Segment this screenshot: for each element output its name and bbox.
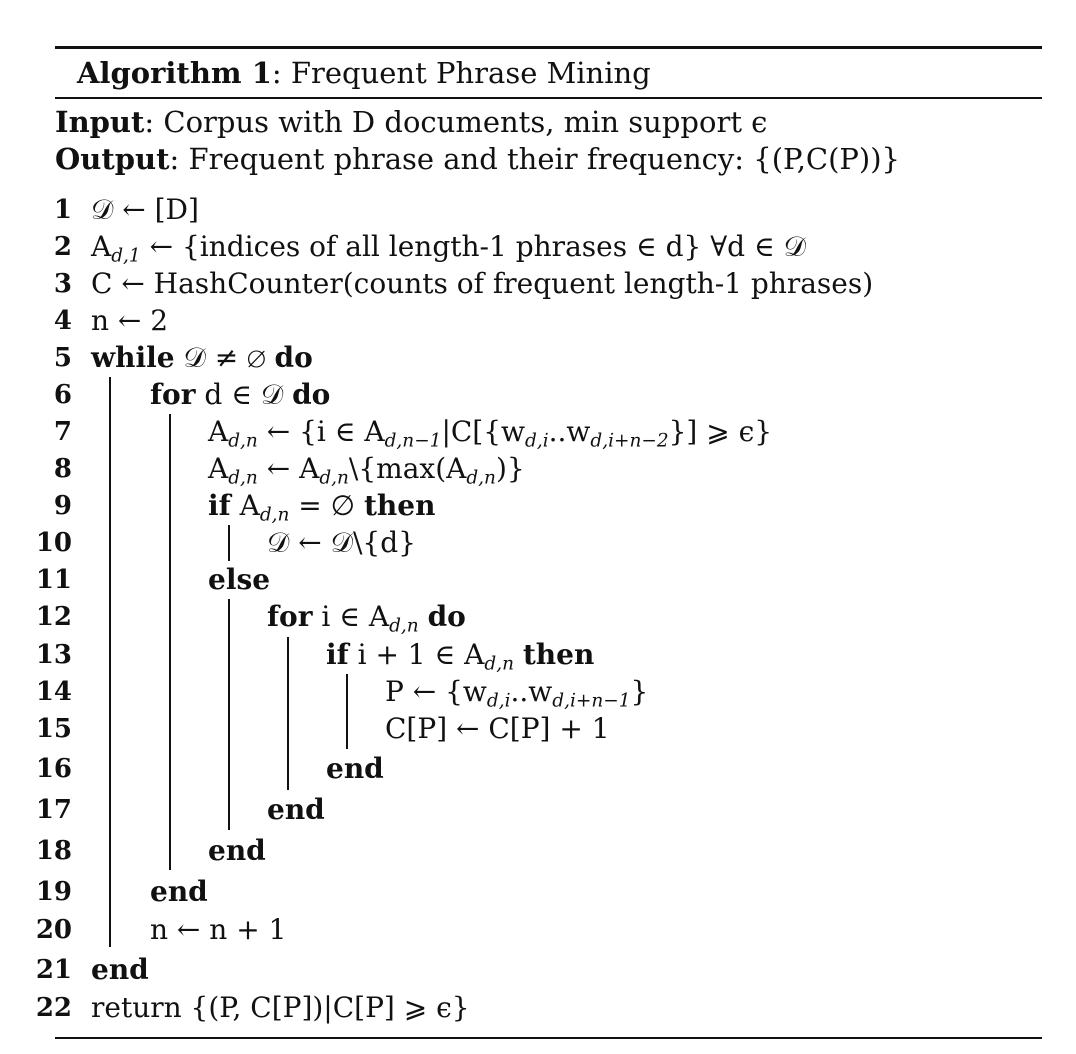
input-line — [55, 103, 767, 141]
line-number: 10 — [35, 528, 72, 558]
top-rule — [55, 46, 1042, 49]
line-number: 8 — [53, 454, 72, 484]
code-line-5: while 𝒟 ≠ ∅ do — [91, 341, 313, 374]
bottom-rule — [55, 1037, 1042, 1039]
input-label: Input — [55, 105, 145, 139]
code-line-20: n ← n + 1 — [150, 913, 287, 946]
line-number: 4 — [53, 306, 72, 336]
code-line-2: $A_{d,1}$ ← {indices of all length-1 phrases ∈ d} ∀d ∈ 𝒟 — [91, 230, 806, 267]
code-line-8: $A_{d,n}$ ← $A_{d,n}\backslash\{\max(A_{d,n})\}$ — [208, 452, 525, 489]
line-number: 16 — [35, 754, 72, 784]
code-line-19: end — [150, 875, 208, 908]
code-line-7: $A_{d,n}$ ← {i ∈ $A_{d,n-1}|C[\{w_{d,i}..w_{d,i+n-2}\}]$ ⩾ ϵ} — [208, 415, 773, 452]
line-number: 22 — [35, 993, 72, 1023]
algorithm-label: Algorithm 1 — [77, 56, 272, 90]
line-number: 9 — [53, 491, 72, 521]
code-line-16: end — [326, 752, 384, 785]
line-number: 3 — [53, 269, 72, 299]
input-text: : Corpus with D documents, min support ϵ — [144, 105, 768, 139]
code-line-9: if $A_{d,n}$ = ∅ then — [208, 489, 436, 526]
if-block-bar — [228, 525, 230, 561]
code-line-15: C[P] ← C[P] + 1 — [385, 712, 610, 745]
if-i-block-bar — [346, 674, 348, 749]
line-number: 13 — [35, 640, 72, 670]
code-line-4: n ← 2 — [91, 304, 169, 337]
output-label: Output — [55, 142, 170, 176]
line-number: 5 — [53, 343, 72, 373]
line-number: 21 — [35, 955, 72, 985]
code-line-6: for d ∈ 𝒟 do — [150, 378, 331, 411]
code-line-1: 𝒟 ← [D] — [91, 193, 199, 226]
line-number: 17 — [35, 795, 72, 825]
code-line-18: end — [208, 834, 266, 867]
line-number: 18 — [35, 836, 72, 866]
code-line-11: else — [208, 563, 271, 596]
else-block-bar — [228, 599, 230, 830]
output-line — [55, 140, 900, 178]
code-line-17: end — [267, 793, 325, 826]
line-number: 1 — [53, 195, 72, 225]
algorithm-name: Frequent Phrase Mining — [290, 56, 651, 90]
for-d-block-bar — [169, 414, 171, 870]
output-text: : Frequent phrase and their frequency: {(P,C(P))} — [169, 142, 901, 176]
while-block-bar — [109, 377, 111, 947]
line-number: 15 — [35, 714, 72, 744]
code-line-3: C ← HashCounter(counts of frequent length-1 phrases) — [91, 267, 874, 300]
code-line-10: 𝒟 ← 𝒟\{d} — [267, 526, 416, 559]
line-number: 6 — [53, 380, 72, 410]
code-line-14: P ← $\{w_{d,i}..w_{d,i+n-1}\}$ — [385, 675, 649, 712]
code-line-21: end — [91, 953, 149, 986]
line-number: 12 — [35, 602, 72, 632]
line-number: 11 — [35, 565, 72, 595]
algorithm-separator: : — [271, 56, 282, 90]
for-i-block-bar — [287, 637, 289, 790]
line-number: 14 — [35, 677, 72, 707]
code-line-22: return {(P, C[P])|C[P] ⩾ ϵ} — [91, 991, 470, 1024]
line-number: 20 — [35, 915, 72, 945]
line-number: 7 — [53, 417, 72, 447]
line-number: 2 — [53, 232, 72, 262]
algorithm-caption — [77, 52, 651, 94]
line-number: 19 — [35, 877, 72, 907]
code-line-12: for i ∈ $A_{d,n}$ do — [267, 600, 466, 637]
code-line-13: if i + 1 ∈ $A_{d,n}$ then — [326, 638, 595, 675]
caption-rule — [55, 97, 1042, 99]
